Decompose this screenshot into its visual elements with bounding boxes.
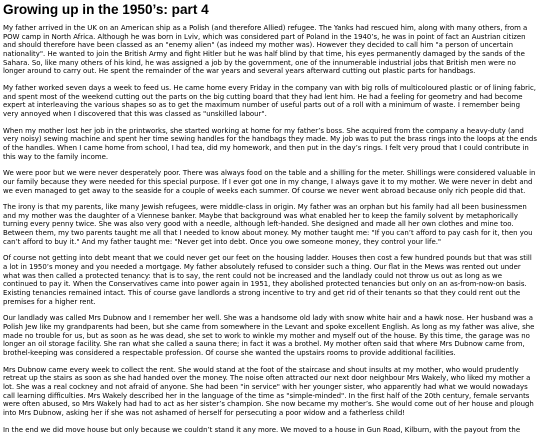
article-paragraph: In the end we did move house but only because we couldn’t stand it any more. We moved to a house in Gun Road, Kilburn, with the payout from the: [3, 425, 521, 434]
article-title: Growing up in the 1950’s: part 4: [3, 2, 209, 17]
article-paragraph: Of course not getting into debt meant that we could never get our feet on the housing ladder. Houses then cost a few hundred pounds but that was still a lot in 1950’s money and you needed a mortgage. My father absolutely refused to consider such a thing. Our flat in the Mews was rented out under what was then called a protected tenancy: that is to say, the rent could not be increased and the landlady could not throw us out as long as we continued to pay it. When the Conservatives came into power again in 1951, they abolished protected tenancies but only on an as-from-now-on basis. Existing tenancies remained intact. This of course gave landlords a strong incentive to try and get rid of their tenants so that they could rent out the premises for a higher rent.: [3, 254, 532, 306]
article-paragraph: Our landlady was called Mrs Dubnow and I remember her well. She was a handsome old lady with snow white hair and a hawk nose. Her husband was a Polish Jew like my grandparents had been, but she came from somewhere in the Levant and spoke excellent English. As long as my father was alive, she made no trouble for us, but as soon as he was dead, she set to work to winkle my mother and myself out of the house. By this time, the garage was no longer an oil storage facility. She ran what she called a sauna there; in fact it was a brothel. My mother often said that where Mrs Dubnow came from, brothel-keeping was considered a respectable profession. Of course she wanted the upstairs rooms to provide additional facilities.: [3, 314, 535, 357]
article-paragraph: When my mother lost her job in the printworks, she started working at home for my father’s boss. She acquired from the company a heavy-duty (and very noisy) sewing machine and spent her time sewing handles for the handbags they made. My job was to put the brass rings into the loops at the ends of the handles. When I came home from school, I had tea, did my homework, and then put in the day’s rings. I felt very proud that I could contribute in this way to the family income.: [3, 126, 537, 161]
article-paragraph: My father worked seven days a week to feed us. He came home every Friday in the company van with big rolls of multicoloured plastic or of lining fabric, and spent most of the weekend cutting out the parts on the big cutting board that they had lent him. He had a feeling for geometry and had become expert at interleaving the various shapes so as to get the maximum number of useful parts out of a roll with a minimum of waste. I remember being very annoyed when I discovered that this was classed as "unskilled labour".: [3, 83, 536, 118]
article-paragraph: The irony is that my parents, like many Jewish refugees, were middle-class in origin. My father was an orphan but his family had all been businessmen and my mother was the daughter of a Viennese banker. Maybe that background was what enabled her to keep the family solvent by metaphorically turning every penny twice. She was also very good with a needle, although left-handed. She designed and made all her own clothes and mine too. Between them, my two parents taught me all that I needed to know about money. My mother taught me: "If you can’t afford to pay cash for it, then you can’t afford to buy it." And my father taught me: "Never get into debt. Once you owe someone money, they control your life.": [3, 203, 533, 246]
article-paragraph: We were poor but we were never desperately poor. There was always food on the table and a shilling for the meter. Shillings were considered valuable in our family because they were needed for this special purpose. If I ever got one in my change, I always gave it to my mother. We were never in debt and we even managed to get away to the seaside for a couple of weeks each summer. Of course we never went abroad because only rich people did that.: [3, 169, 536, 195]
article-paragraph: Mrs Dubnow came every week to collect the rent. She would stand at the foot of the staircase and shout insults at my mother, who would prudently retreat up the stairs as soon as she had handed over the money. The noise often attracted our next door neighbour Mrs Wakely, who liked my mother a lot. She was a real cockney and not afraid of anyone. She had been "in service" with her younger sister, who apparently had what we would nowadays call learning difficulties. Mrs Wakely described her in the language of the time as "simple-minded". In the first half of the 20th century, female servants were often abused, so Mrs Wakely had had to act as her sister’s champion. She now became my mother’s. She would come out of her house and plough into Mrs Dubnow, asking her if she was not ashamed of herself for persecuting a poor widow and a fatherless child!: [3, 365, 534, 417]
article: [3, 0, 537, 442]
article-paragraph: My father arrived in the UK on an American ship as a Polish (and therefore Allied) refugee. The Yanks had rescued him, along with many others, from a POW camp in North Africa. Although he was born in Lviv, which was considered part of Poland in the 1940’s, he was in point of fact an Austrian citizen and should therefore have been classed as an "enemy alien" (as indeed my mother was). However they decided to call him "a person of uncertain nationality". He wanted to join the British Army and fight Hitler but he was half blind by that time, his eyes permanently damaged by the sands of the Sahara. So, like many others of his kind, he was assigned a job by the government, one of the innumerable industrial jobs that British men were no longer around to carry out. He spent the remainder of the war years and several years afterward cutting out plastic parts for handbags.: [3, 24, 528, 76]
